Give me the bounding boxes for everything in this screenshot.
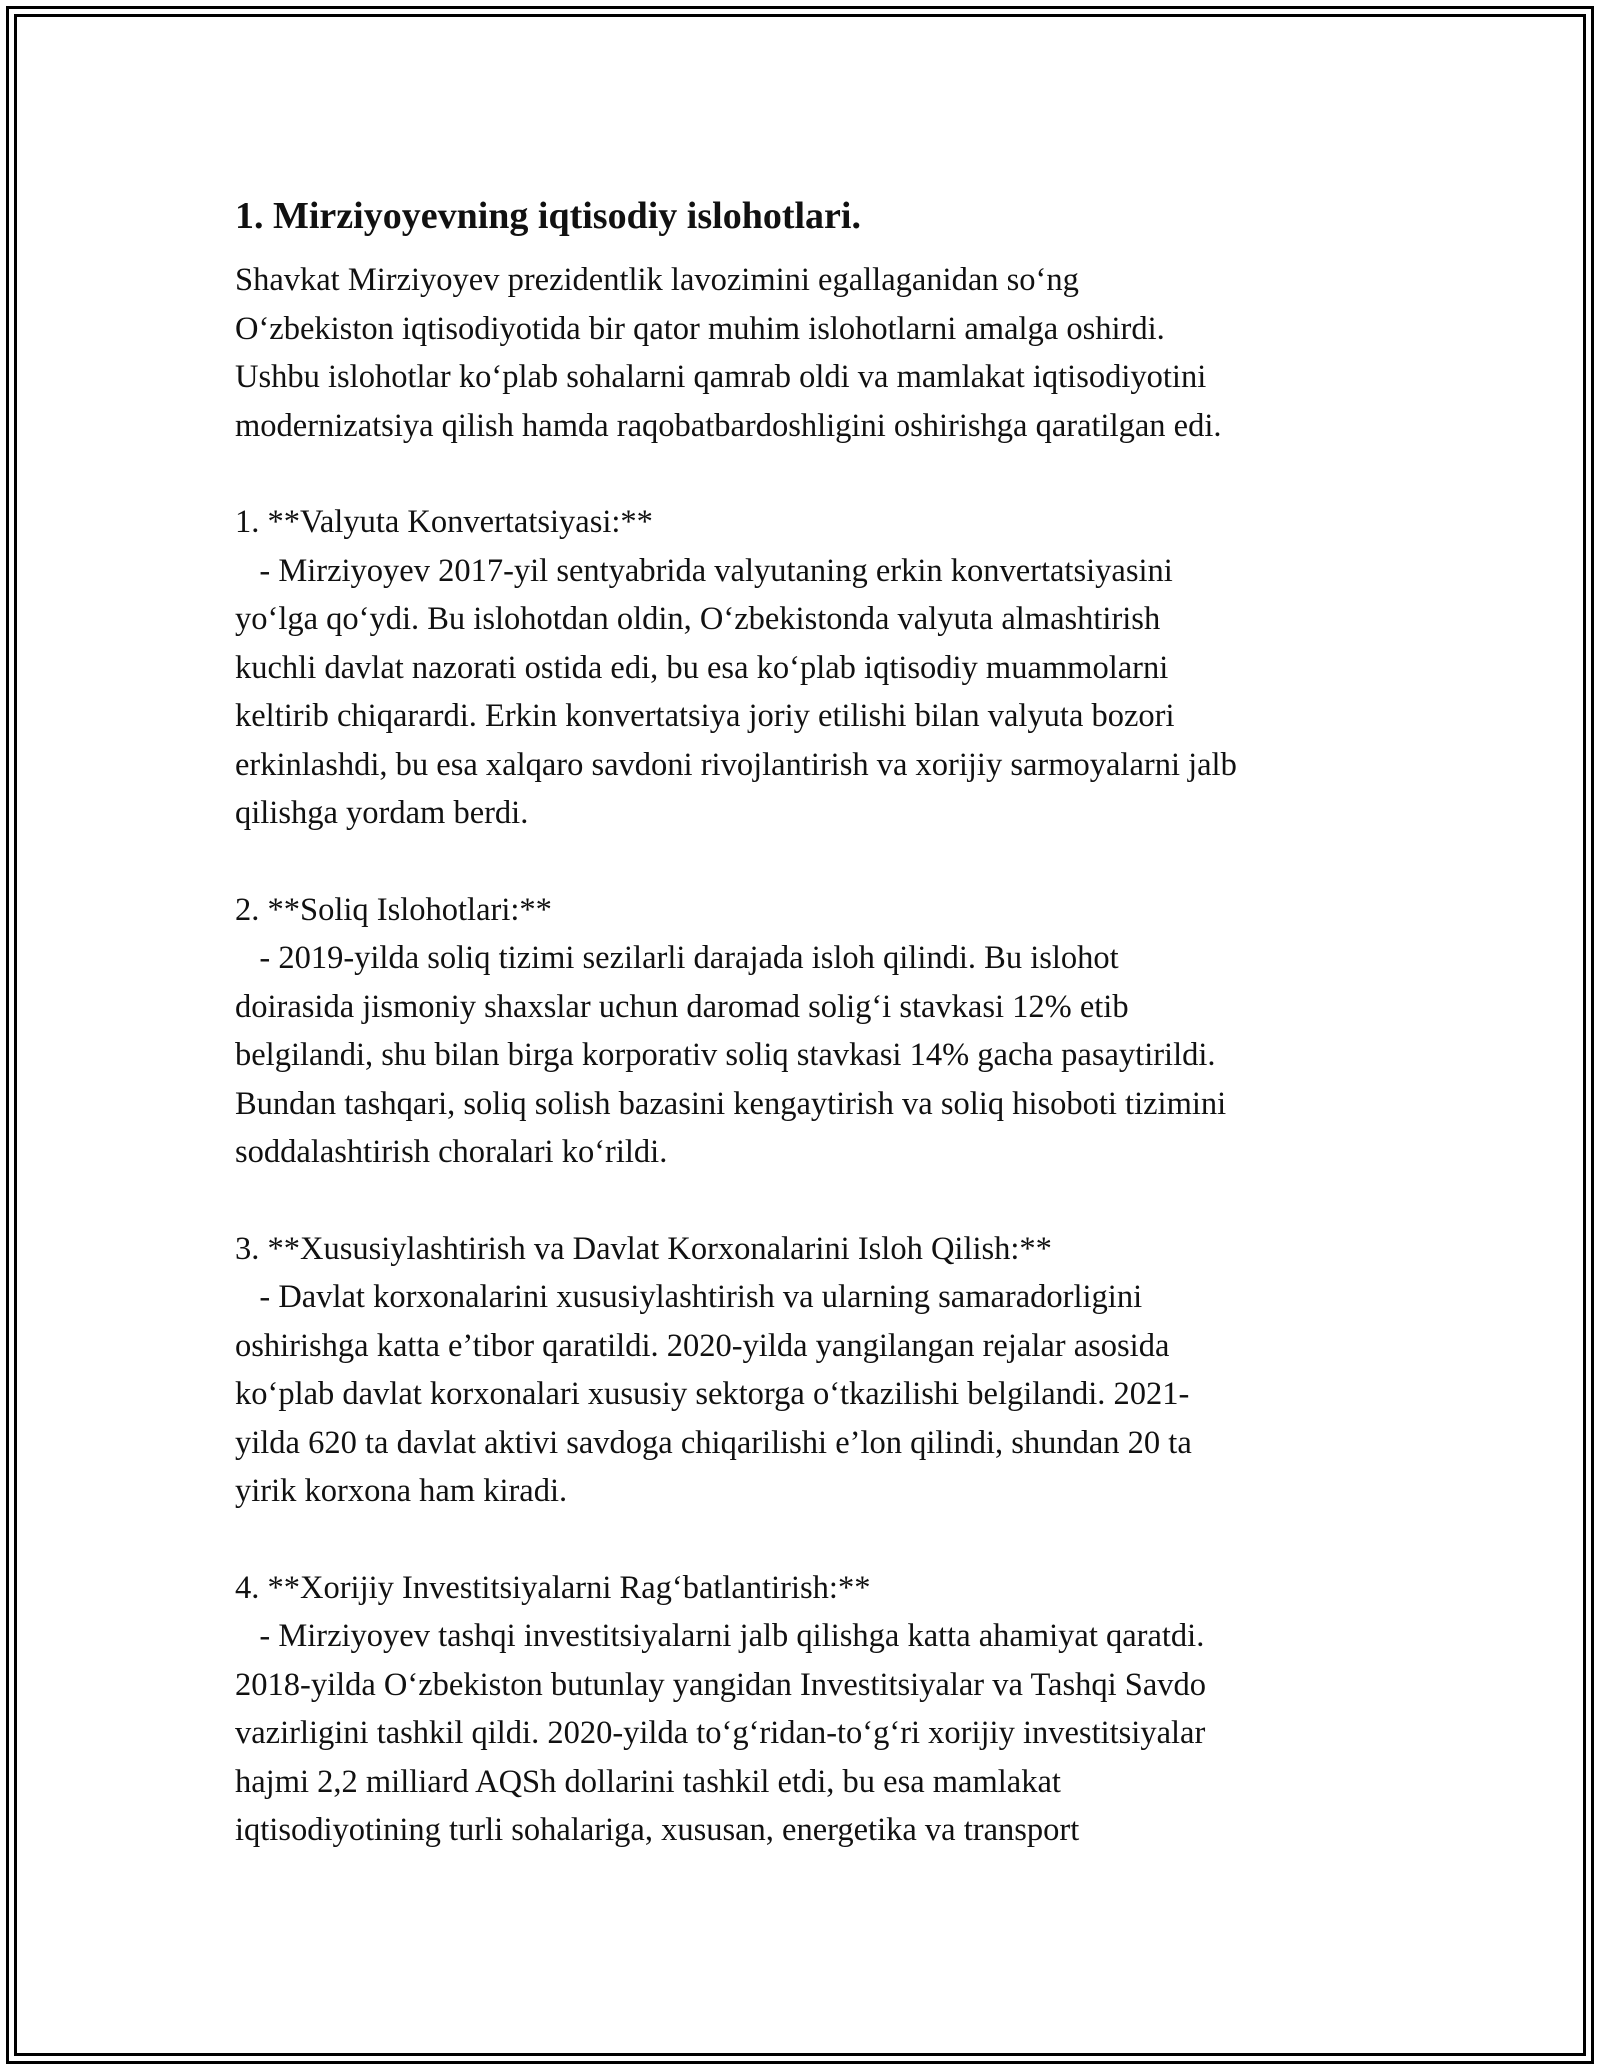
section-heading: 2. **Soliq Islohotlari:** bbox=[235, 891, 552, 928]
document-title: 1. Mirziyoyevning iqtisodiy islohotlari. bbox=[235, 195, 861, 237]
intro-paragraph: Shavkat Mirziyoyev prezidentlik lavozimini egallaganidan so‘ng O‘zbekiston iqtisodiyotida bir qator muhim islohotlarni amalga oshirdi. Ushbu islohotlar ko‘plab sohalarni qamrab oldi va mamlakat iqtisodiyotini modernizatsiya qilish hamda raqobatbardoshligini oshirishga qaratilgan edi. bbox=[235, 262, 1222, 444]
document-body bbox=[235, 190, 1415, 1855]
section-tax bbox=[235, 886, 1415, 1177]
section-text: - Mirziyoyev 2017-yil sentyabrida valyutaning erkin konvertatsiyasini yo‘lga qo‘ydi. Bu islohotdan oldin, O‘zbekistonda valyuta almashtirish kuchli davlat nazorati ostida edi, bu esa ko‘plab iqtisodiy muammolarni keltirib chiqarardi. Erkin konvertatsiya joriy etilishi bilan valyuta bozori erkinlashdi, bu esa xalqaro savdoni rivojlantirish va xorijiy sarmoyalarni jalb qilishga yordam berdi. bbox=[235, 552, 1237, 831]
section-heading: 4. **Xorijiy Investitsiyalarni Rag‘batlantirish:** bbox=[235, 1569, 871, 1606]
section-text: - 2019-yilda soliq tizimi sezilarli darajada isloh qilindi. Bu islohot doirasida jismoniy shaxslar uchun daromad solig‘i stavkasi 12% etib belgilandi, shu bilan birga korporativ soliq stavkasi 14% gacha pasaytirildi. Bundan tashqari, soliq solish bazasini kengaytirish va soliq hisoboti tizimini soddalashtirish choralari ko‘rildi. bbox=[235, 940, 1227, 1170]
section-text: - Mirziyoyev tashqi investitsiyalarni jalb qilishga katta ahamiyat qaratdi. 2018-yilda O‘zbekiston butunlay yangidan Investitsiyalar va Tashqi Savdo vazirligini tashkil qildi. 2020-yilda to‘g‘ridan-to‘g‘ri xorijiy investitsiyalar hajmi 2,2 milliard AQSh dollarini tashkil etdi, bu esa mamlakat iqtisodiyotining turli sohalariga, xususan, energetika va transport bbox=[235, 1618, 1207, 1848]
spacer bbox=[235, 450, 1415, 498]
section-currency bbox=[235, 498, 1415, 838]
section-investment bbox=[235, 1564, 1415, 1855]
section-heading: 3. **Xususiylashtirish va Davlat Korxonalarini Isloh Qilish:** bbox=[235, 1230, 1052, 1267]
section-text: - Davlat korxonalarini xususiylashtirish va ularning samaradorligini oshirishga katta e’tibor qaratildi. 2020-yilda yangilangan rejalar asosida ko‘plab davlat korxonalari xususiy sektorga o‘tkazilishi belgilandi. 2021- yilda 620 ta davlat aktivi savdoga chiqarilishi e’lon qilindi, shundan 20 ta yirik korxona ham kiradi. bbox=[235, 1279, 1192, 1509]
section-privatization bbox=[235, 1225, 1415, 1516]
section-heading: 1. **Valyuta Konvertatsiyasi:** bbox=[235, 504, 653, 540]
